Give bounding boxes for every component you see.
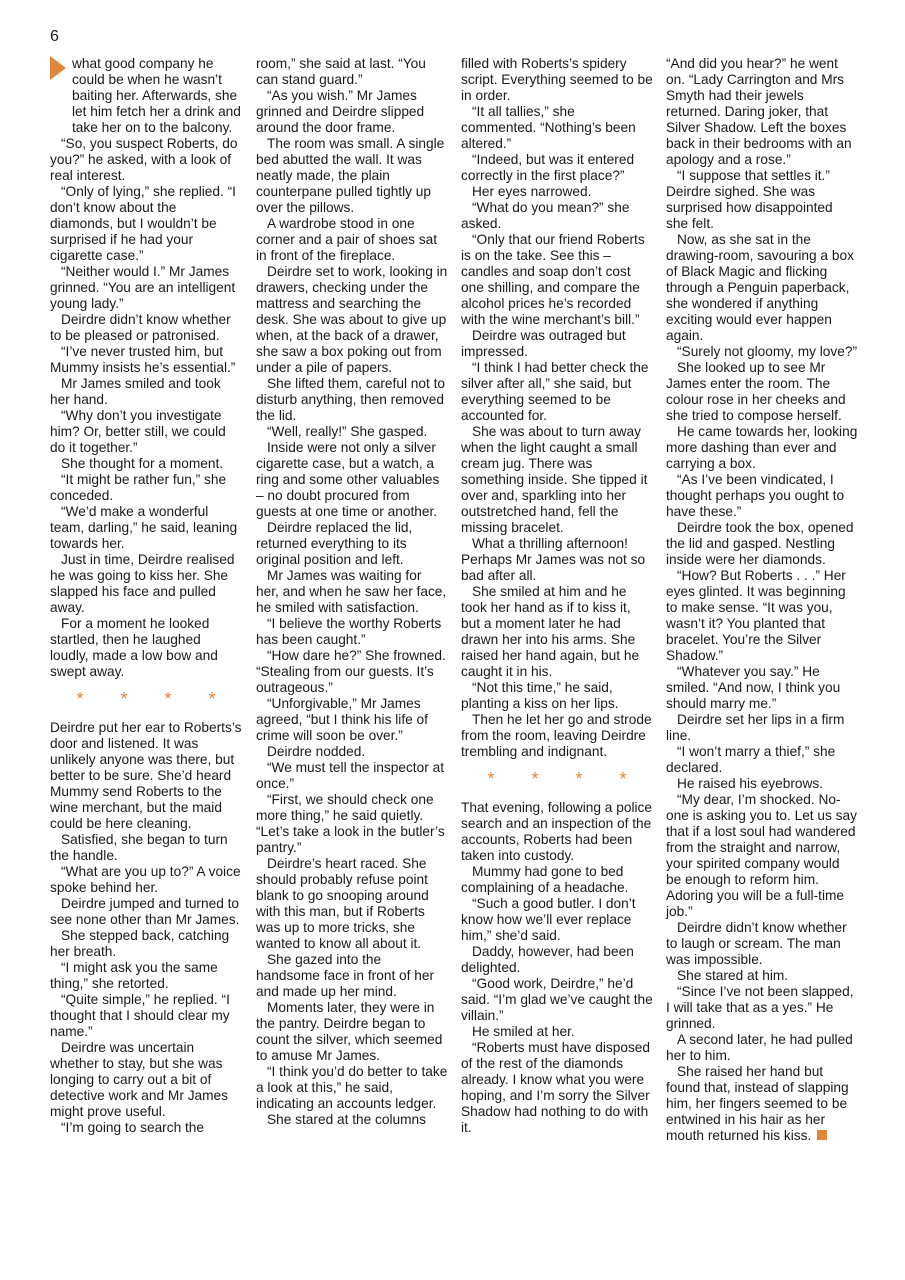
paragraph: Deirdre was uncertain whether to stay, but she was longing to carry out a bit of detective work and Mr James might prove useful. bbox=[50, 1040, 229, 1119]
paragraph: A second later, he had pulled her to him. bbox=[666, 1032, 853, 1063]
paragraph: Deirdre didn’t know whether to be pleased or patronised. bbox=[50, 312, 231, 343]
paragraph: Now, as she sat in the drawing-room, savouring a box of Black Magic and flicking through a Penguin paperback, she wondered if anything exciting would ever happen again. bbox=[666, 232, 854, 343]
section-separator: * * * * bbox=[76, 689, 232, 709]
paragraph: Deirdre took the box, opened the lid and gasped. Nestling inside were her diamonds. bbox=[666, 520, 854, 567]
paragraph: Inside were not only a silver cigarette case, but a watch, a ring and some other valuables – no doubt procured from guests at one time or another. bbox=[256, 440, 440, 519]
paragraph: Satisfied, she began to turn the handle. bbox=[50, 832, 228, 863]
paragraph: She stared at the columns bbox=[267, 1112, 427, 1127]
paragraph: Mr James was waiting for her, and when he saw her face, he smiled with satisfaction. bbox=[256, 568, 447, 615]
paragraph: Deirdre jumped and turned to see none other than Mr James. bbox=[50, 896, 240, 927]
paragraph: She thought for a moment. bbox=[61, 456, 224, 471]
paragraph: He raised his eyebrows. bbox=[677, 776, 824, 791]
paragraph: “I suppose that settles it.” Deirdre sighed. She was surprised how disappointed she felt. bbox=[666, 168, 833, 231]
paragraph: She was about to turn away when the light caught a small cream jug. There was something inside. She tipped it over and, sparkling into her outstretched hand, fell the missing bracelet. bbox=[461, 424, 648, 535]
paragraph: what good company he could be when he wasn’t baiting her. Afterwards, she let him fetch her a drink and take her on to the balcony. bbox=[72, 56, 241, 135]
paragraph: “Neither would I.” Mr James grinned. “You are an intelligent young lady.” bbox=[50, 264, 236, 311]
paragraph: For a moment he looked startled, then he laughed loudly, made a low bow and swept away. bbox=[50, 616, 218, 679]
paragraph: Mr James smiled and took her hand. bbox=[50, 376, 221, 407]
paragraph: “Whatever you say.” He smiled. “And now, I think you should marry me.” bbox=[666, 664, 841, 711]
paragraph: filled with Roberts’s spidery script. Everything seemed to be in order. bbox=[461, 56, 653, 103]
paragraph: “As I’ve been vindicated, I thought perhaps you ought to have these.” bbox=[666, 472, 845, 519]
paragraph: Deirdre was outraged but impressed. bbox=[461, 328, 626, 359]
paragraph: “Roberts must have disposed of the rest of the diamonds already. I know what you were hoping, and I’m sorry the Silver Shadow had nothing to do with it. bbox=[461, 1040, 651, 1135]
paragraph: room,” she said at last. “You can stand guard.” bbox=[256, 56, 426, 87]
paragraph: He smiled at her. bbox=[472, 1024, 575, 1039]
paragraph: Deirdre nodded. bbox=[267, 744, 366, 759]
paragraph: She stared at him. bbox=[677, 968, 789, 983]
paragraph: “I won’t marry a thief,” she declared. bbox=[666, 744, 836, 775]
text-column-4 bbox=[666, 56, 858, 1144]
paragraph: “Surely not gloomy, my love?” bbox=[677, 344, 858, 359]
paragraph: The room was small. A single bed abutted the wall. It was neatly made, the plain counterpane pulled tightly up over the pillows. bbox=[256, 136, 445, 215]
paragraph: “My dear, I’m shocked. No-one is asking you to. Let us say that if a lost soul had wandered from the straight and narrow, your spirited company would be enough to reform him. Adoring you will be a full-time job.” bbox=[666, 792, 857, 919]
paragraph: Deirdre set her lips in a firm line. bbox=[666, 712, 845, 743]
paragraph: Then he let her go and strode from the room, leaving Deirdre trembling and indignant. bbox=[461, 712, 652, 759]
story-end-square-icon bbox=[817, 1130, 827, 1140]
text-column-2 bbox=[256, 56, 448, 1128]
paragraph: Mummy had gone to bed complaining of a headache. bbox=[461, 864, 629, 895]
paragraph: Deirdre put her ear to Roberts’s door and listened. It was unlikely anyone was there, but better to be sure. She’d heard Mummy send Roberts to the wine merchant, but the maid could be here cleaning. bbox=[50, 720, 242, 831]
paragraph: “I might ask you the same thing,” she retorted. bbox=[50, 960, 218, 991]
paragraph: “Only that our friend Roberts is on the take. See this – candles and soap don’t cost one shilling, and compare the alcohol prices he’s recorded with the wine merchant’s bill.” bbox=[461, 232, 645, 327]
paragraph: She looked up to see Mr James enter the room. The colour rose in her cheeks and she tried to compose herself. bbox=[666, 360, 846, 423]
paragraph: She stepped back, catching her breath. bbox=[50, 928, 230, 959]
paragraph: A wardrobe stood in one corner and a pair of shoes sat in front of the fireplace. bbox=[256, 216, 438, 263]
paragraph: He came towards her, looking more dashing than ever and carrying a box. bbox=[666, 424, 858, 471]
paragraph: “Only of lying,” she replied. “I don’t know about the diamonds, but I wouldn’t be surprised if he had your cigarette case.” bbox=[50, 184, 236, 263]
text-column-3 bbox=[461, 56, 653, 1136]
paragraph: Deirdre didn’t know whether to laugh or scream. The man was impossible. bbox=[666, 920, 847, 967]
paragraph: That evening, following a police search and an inspection of the accounts, Roberts had been taken into custody. bbox=[461, 800, 652, 863]
paragraph: “I believe the worthy Roberts has been caught.” bbox=[256, 616, 442, 647]
paragraph: Deirdre replaced the lid, returned everything to its original position and left. bbox=[256, 520, 413, 567]
paragraph: “Indeed, but was it entered correctly in the first place?” bbox=[461, 152, 635, 183]
paragraph: “So, you suspect Roberts, do you?” he asked, with a look of real interest. bbox=[50, 136, 238, 183]
paragraph: “We’d make a wonderful team, darling,” he said, leaning towards her. bbox=[50, 504, 238, 551]
paragraph: “How dare he?” She frowned. “Stealing from our guests. It’s outrageous.” bbox=[256, 648, 446, 695]
paragraph: “First, we should check one more thing,” he said quietly. “Let’s take a look in the butler’s pantry.” bbox=[256, 792, 445, 855]
text-column-1 bbox=[50, 56, 242, 1136]
paragraph: “It all tallies,” she commented. “Nothing’s been altered.” bbox=[461, 104, 636, 151]
paragraph: “How? But Roberts . . .” Her eyes glinted. It was beginning to make sense. “It was you, wasn’t it? You planted that bracelet. You’re the Silver Shadow.” bbox=[666, 568, 846, 663]
paragraph: “I think I had better check the silver after all,” she said, but everything seemed to be accounted for. bbox=[461, 360, 649, 423]
section-separator: * * * * bbox=[487, 769, 643, 789]
paragraph: What a thrilling afternoon! Perhaps Mr James was not so bad after all. bbox=[461, 536, 646, 583]
paragraph: “Quite simple,” he replied. “I thought that I should clear my name.” bbox=[50, 992, 230, 1039]
paragraph: “I’ve never trusted him, but Mummy insists he’s essential.” bbox=[50, 344, 236, 375]
page-number: 6 bbox=[50, 28, 59, 45]
paragraph: “I think you’d do better to take a look at this,” he said, indicating an accounts ledger. bbox=[256, 1064, 448, 1111]
paragraph: She lifted them, careful not to disturb anything, then removed the lid. bbox=[256, 376, 446, 423]
paragraph: Her eyes narrowed. bbox=[472, 184, 592, 199]
paragraph: “Since I’ve not been slapped, I will take that as a yes.” He grinned. bbox=[666, 984, 854, 1031]
paragraph: Daddy, however, had been delighted. bbox=[461, 944, 634, 975]
paragraph: Deirdre’s heart raced. She should probably refuse point blank to go snooping around with this man, but if Roberts was up to more tricks, she wanted to know all about it. bbox=[256, 856, 429, 951]
paragraph: Moments later, they were in the pantry. Deirdre began to count the silver, which seemed to amuse Mr James. bbox=[256, 1000, 443, 1063]
paragraph: Deirdre set to work, looking in drawers, checking under the mattress and searching the desk. She was about to give up when, at the back of a drawer, she saw a box poking out from under a pile of papers. bbox=[256, 264, 448, 375]
paragraph: “As you wish.” Mr James grinned and Deirdre slipped around the door frame. bbox=[256, 88, 425, 135]
paragraph: “What do you mean?” she asked. bbox=[461, 200, 630, 231]
paragraph: “What are you up to?” A voice spoke behind her. bbox=[50, 864, 241, 895]
paragraph: “Such a good butler. I don’t know how we’ll ever replace him,” she’d said. bbox=[461, 896, 636, 943]
paragraph: “Unforgivable,” Mr James agreed, “but I think his life of crime will soon be over.” bbox=[256, 696, 428, 743]
paragraph: “It might be rather fun,” she conceded. bbox=[50, 472, 227, 503]
paragraph: “Well, really!” She gasped. bbox=[267, 424, 428, 439]
paragraph: “We must tell the inspector at once.” bbox=[256, 760, 444, 791]
paragraph: “And did you hear?” he went on. “Lady Carrington and Mrs Smyth had their jewels returned. Daring joker, that Silver Shadow. Left the boxes back in their bedrooms with an apology and a rose.” bbox=[666, 56, 852, 167]
paragraph: “Good work, Deirdre,” he’d said. “I’m glad we’ve caught the villain.” bbox=[461, 976, 653, 1023]
paragraph: Just in time, Deirdre realised he was going to kiss her. She slapped his face and pulled away. bbox=[50, 552, 235, 615]
paragraph: “Why don’t you investigate him? Or, better still, we could do it together.” bbox=[50, 408, 226, 455]
paragraph bbox=[666, 1064, 858, 1144]
paragraph: She gazed into the handsome face in front of her and made up her mind. bbox=[256, 952, 435, 999]
paragraph: “I’m going to search the bbox=[61, 1120, 205, 1135]
paragraph: “Not this time,” he said, planting a kiss on her lips. bbox=[461, 680, 619, 711]
paragraph-text: She raised her hand but found that, instead of slapping him, her fingers seemed to be entwined in his hair as her mouth returned his kiss. bbox=[666, 1064, 849, 1143]
paragraph: She smiled at him and he took her hand as if to kiss it, but a moment later he had drawn her into his arms. She raised her hand again, but he caught it in his. bbox=[461, 584, 640, 679]
